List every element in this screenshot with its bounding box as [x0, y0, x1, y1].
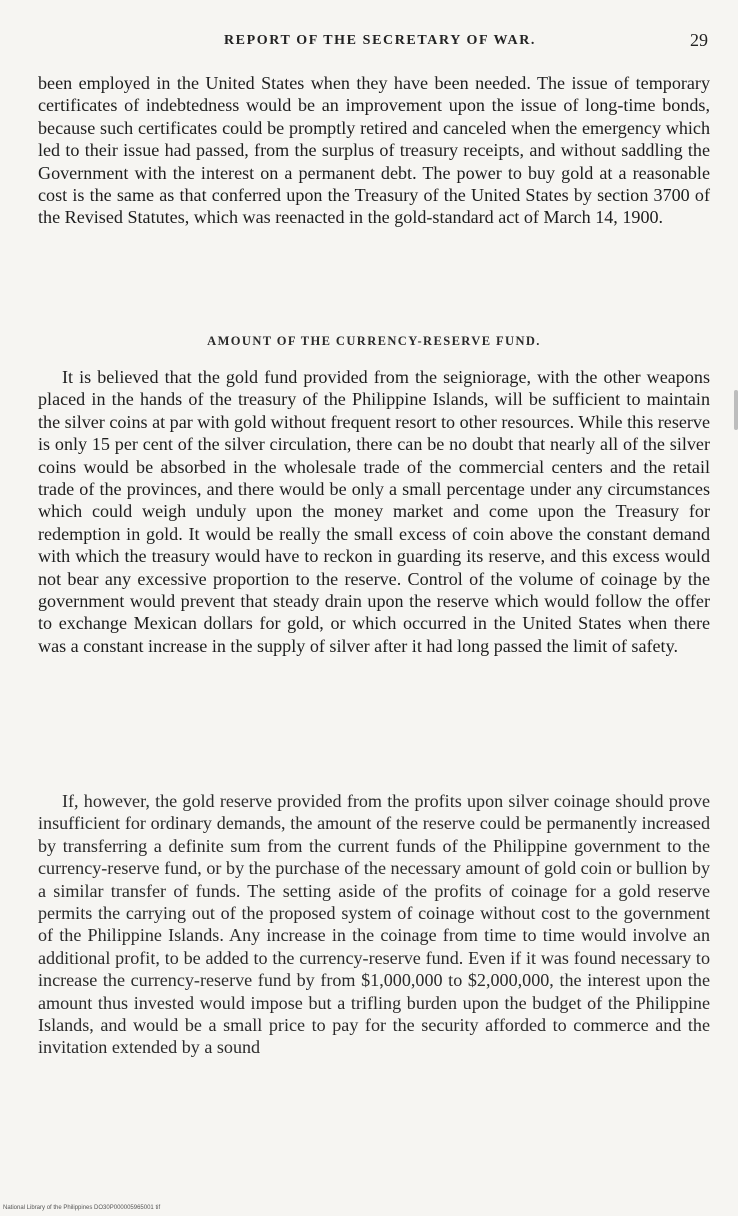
section-heading: AMOUNT OF THE CURRENCY-RESERVE FUND.	[207, 334, 541, 348]
scan-footer-note: National Library of the Philippines DO30P000005965001 tif	[3, 1205, 161, 1211]
paragraph-3: If, however, the gold reserve provided from the profits upon silver coinage should prove insufficient for ordinary demands, the amount of the reserve could be permanently increased by transferring a definite sum from the current funds of the Philippine government to the currency-reserve fund, or by the purchase of the necessary amount of gold coin or bullion by a similar transfer of funds. The setting aside of the profits of coinage for a gold reserve permits the carrying out of the proposed system of coinage without cost to the government of the Philippine Islands. Any increase in the coinage from time to time would involve an additional profit, to be added to the currency-reserve fund. Even if it was found necessary to increase the currency-reserve fund by from $1,000,000 to $2,000,000, the interest upon the amount thus invested would impose but a trifling burden upon the budget of the Philippine Islands, and would be a small price to pay for the security afforded to commerce and the invitation extended by a sound	[38, 791, 710, 1058]
paragraph-1: been employed in the United States when they have been needed. The issue of temporary certificates of indebtedness would be an improvement upon the issue of long-time bonds, because such certificates could be promptly retired and canceled when the emergency which led to their issue had passed, from the surplus of treasury receipts, and without saddling the Government with the interest on a permanent debt. The power to buy gold at a reasonable cost is the same as that conferred upon the Treasury of the United States by section 3700 of the Revised Statutes, which was reenacted in the gold-standard act of March 14, 1900.	[38, 73, 710, 228]
scan-margin-mark	[734, 390, 738, 430]
running-title: REPORT OF THE SECRETARY OF WAR.	[223, 33, 537, 48]
paragraph-2: It is believed that the gold fund provided from the seigniorage, with the other weapons placed in the hands of the treasury of the Philippine Islands, will be sufficient to maintain the silver coins at par with gold without frequent resort to other resources. While this reserve is only 15 per cent of the silver circulation, there can be no doubt that nearly all of the silver coins would be absorbed in the wholesale trade of the commercial centers and the retail trade of the provinces, and there would be only a small percentage under any circumstances which could weigh unduly upon the money market and come upon the Treasury for redemption in gold. It would be really the small excess of coin above the constant demand with which the treasury would have to reckon in guarding its reserve, and this excess would not bear any excessive proportion to the reserve. Control of the volume of coinage by the government would prevent that steady drain upon the reserve which would follow the offer to exchange Mexican dollars for gold, or which occurred in the United States when there was a constant increase in the supply of silver after it had long passed the limit of safety.	[38, 367, 710, 656]
page-number: 29	[690, 30, 708, 50]
